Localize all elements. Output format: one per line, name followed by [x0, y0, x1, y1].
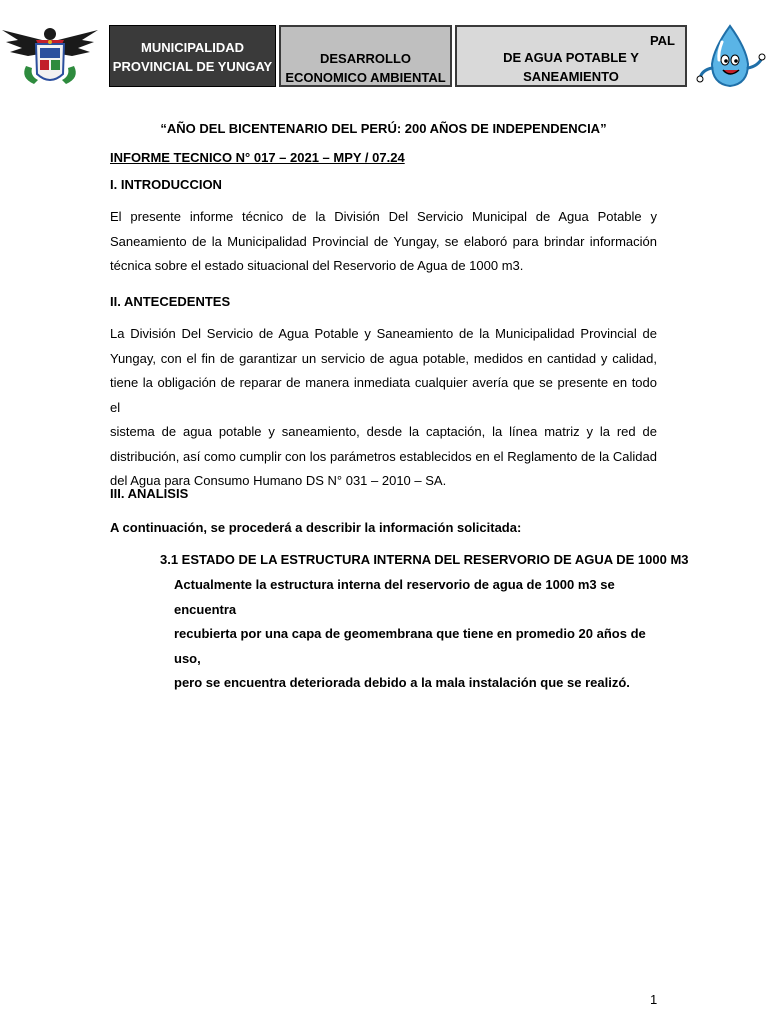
paragraph-line: distribución, así como cumplir con los parámetros establecidos en el Reglamento de la Calidad [110, 448, 657, 464]
page-number: 1 [650, 992, 658, 1007]
informe-reference: INFORME TECNICO N° 017 – 2021 – MPY / 07.24 [110, 150, 405, 165]
section-heading-antecedentes: II. ANTECEDENTES [110, 294, 231, 309]
paragraph-line: recubierta por una capa de geomembrana que tiene en promedio 20 años de uso, [174, 626, 646, 666]
header-box-text [281, 49, 450, 87]
paragraph-line: Saneamiento de la Municipalidad Provincial de Yungay, se elaboró para brindar información [110, 233, 657, 249]
header-box-text [110, 38, 275, 76]
header-line: MUNICIPALIDAD [140, 40, 245, 55]
header-line: SANEAMIENTO [523, 69, 619, 84]
paragraph-line: Actualmente la estructura interna del reservorio de agua de 1000 m3 se encuentra [174, 577, 615, 617]
paragraph-antecedentes [110, 322, 657, 494]
document-title: “AÑO DEL BICENTENARIO DEL PERÚ: 200 AÑOS DE INDEPENDENCIA” [160, 121, 607, 136]
header-line: ECONOMICO AMBIENTAL [285, 70, 446, 85]
paragraph-introduccion [110, 205, 657, 279]
paragraph-line: La División Del Servicio de Agua Potable y Saneamiento de la Municipalidad Provincial de [110, 326, 657, 341]
header-line: PROVINCIAL DE YUNGAY [112, 59, 273, 74]
paragraph-line: del Agua para Consumo Humano DS N° 031 – 2010 – SA. [110, 473, 447, 488]
paragraph-line: Yungay, con el fin de garantizar un servicio de agua potable, medidos en cantidad y calidad, [110, 350, 657, 366]
municipality-coat-of-arms-logo [0, 22, 100, 92]
paragraph-line: sistema de agua potable y saneamiento, desde la captación, la línea matriz y la red de [110, 424, 657, 439]
paragraph-subsection-3-1 [174, 573, 657, 696]
analisis-intro: A continuación, se procederá a describir la información solicitada: [110, 520, 522, 535]
paragraph-line: pero se encuentra deteriorada debido a la mala instalación que se realizó. [174, 675, 630, 690]
header-line: DE AGUA POTABLE Y [503, 50, 639, 65]
header-box-department [279, 25, 452, 87]
section-heading-introduccion: I. INTRODUCCION [110, 177, 222, 192]
paragraph-line: tiene la obligación de reparar de manera inmediata cualquier avería que se presente en todo el [110, 375, 657, 415]
header-partial-text: PAL [649, 33, 675, 48]
header-line: DESARROLLO [320, 51, 411, 66]
water-drop-mascot-icon [694, 22, 768, 92]
subsection-heading-3-1: 3.1 ESTADO DE LA ESTRUCTURA INTERNA DEL RESERVORIO DE AGUA DE 1000 M3 [160, 552, 689, 567]
paragraph-line: El presente informe técnico de la División Del Servicio Municipal de Agua Potable y [110, 209, 657, 224]
header-box-text [457, 48, 685, 86]
paragraph-line: técnica sobre el estado situacional del Reservorio de Agua de 1000 m3. [110, 258, 524, 273]
section-heading-analisis: III. ANALISIS [110, 486, 189, 501]
header-box-water-division [455, 25, 687, 87]
header-box-municipality [109, 25, 276, 87]
